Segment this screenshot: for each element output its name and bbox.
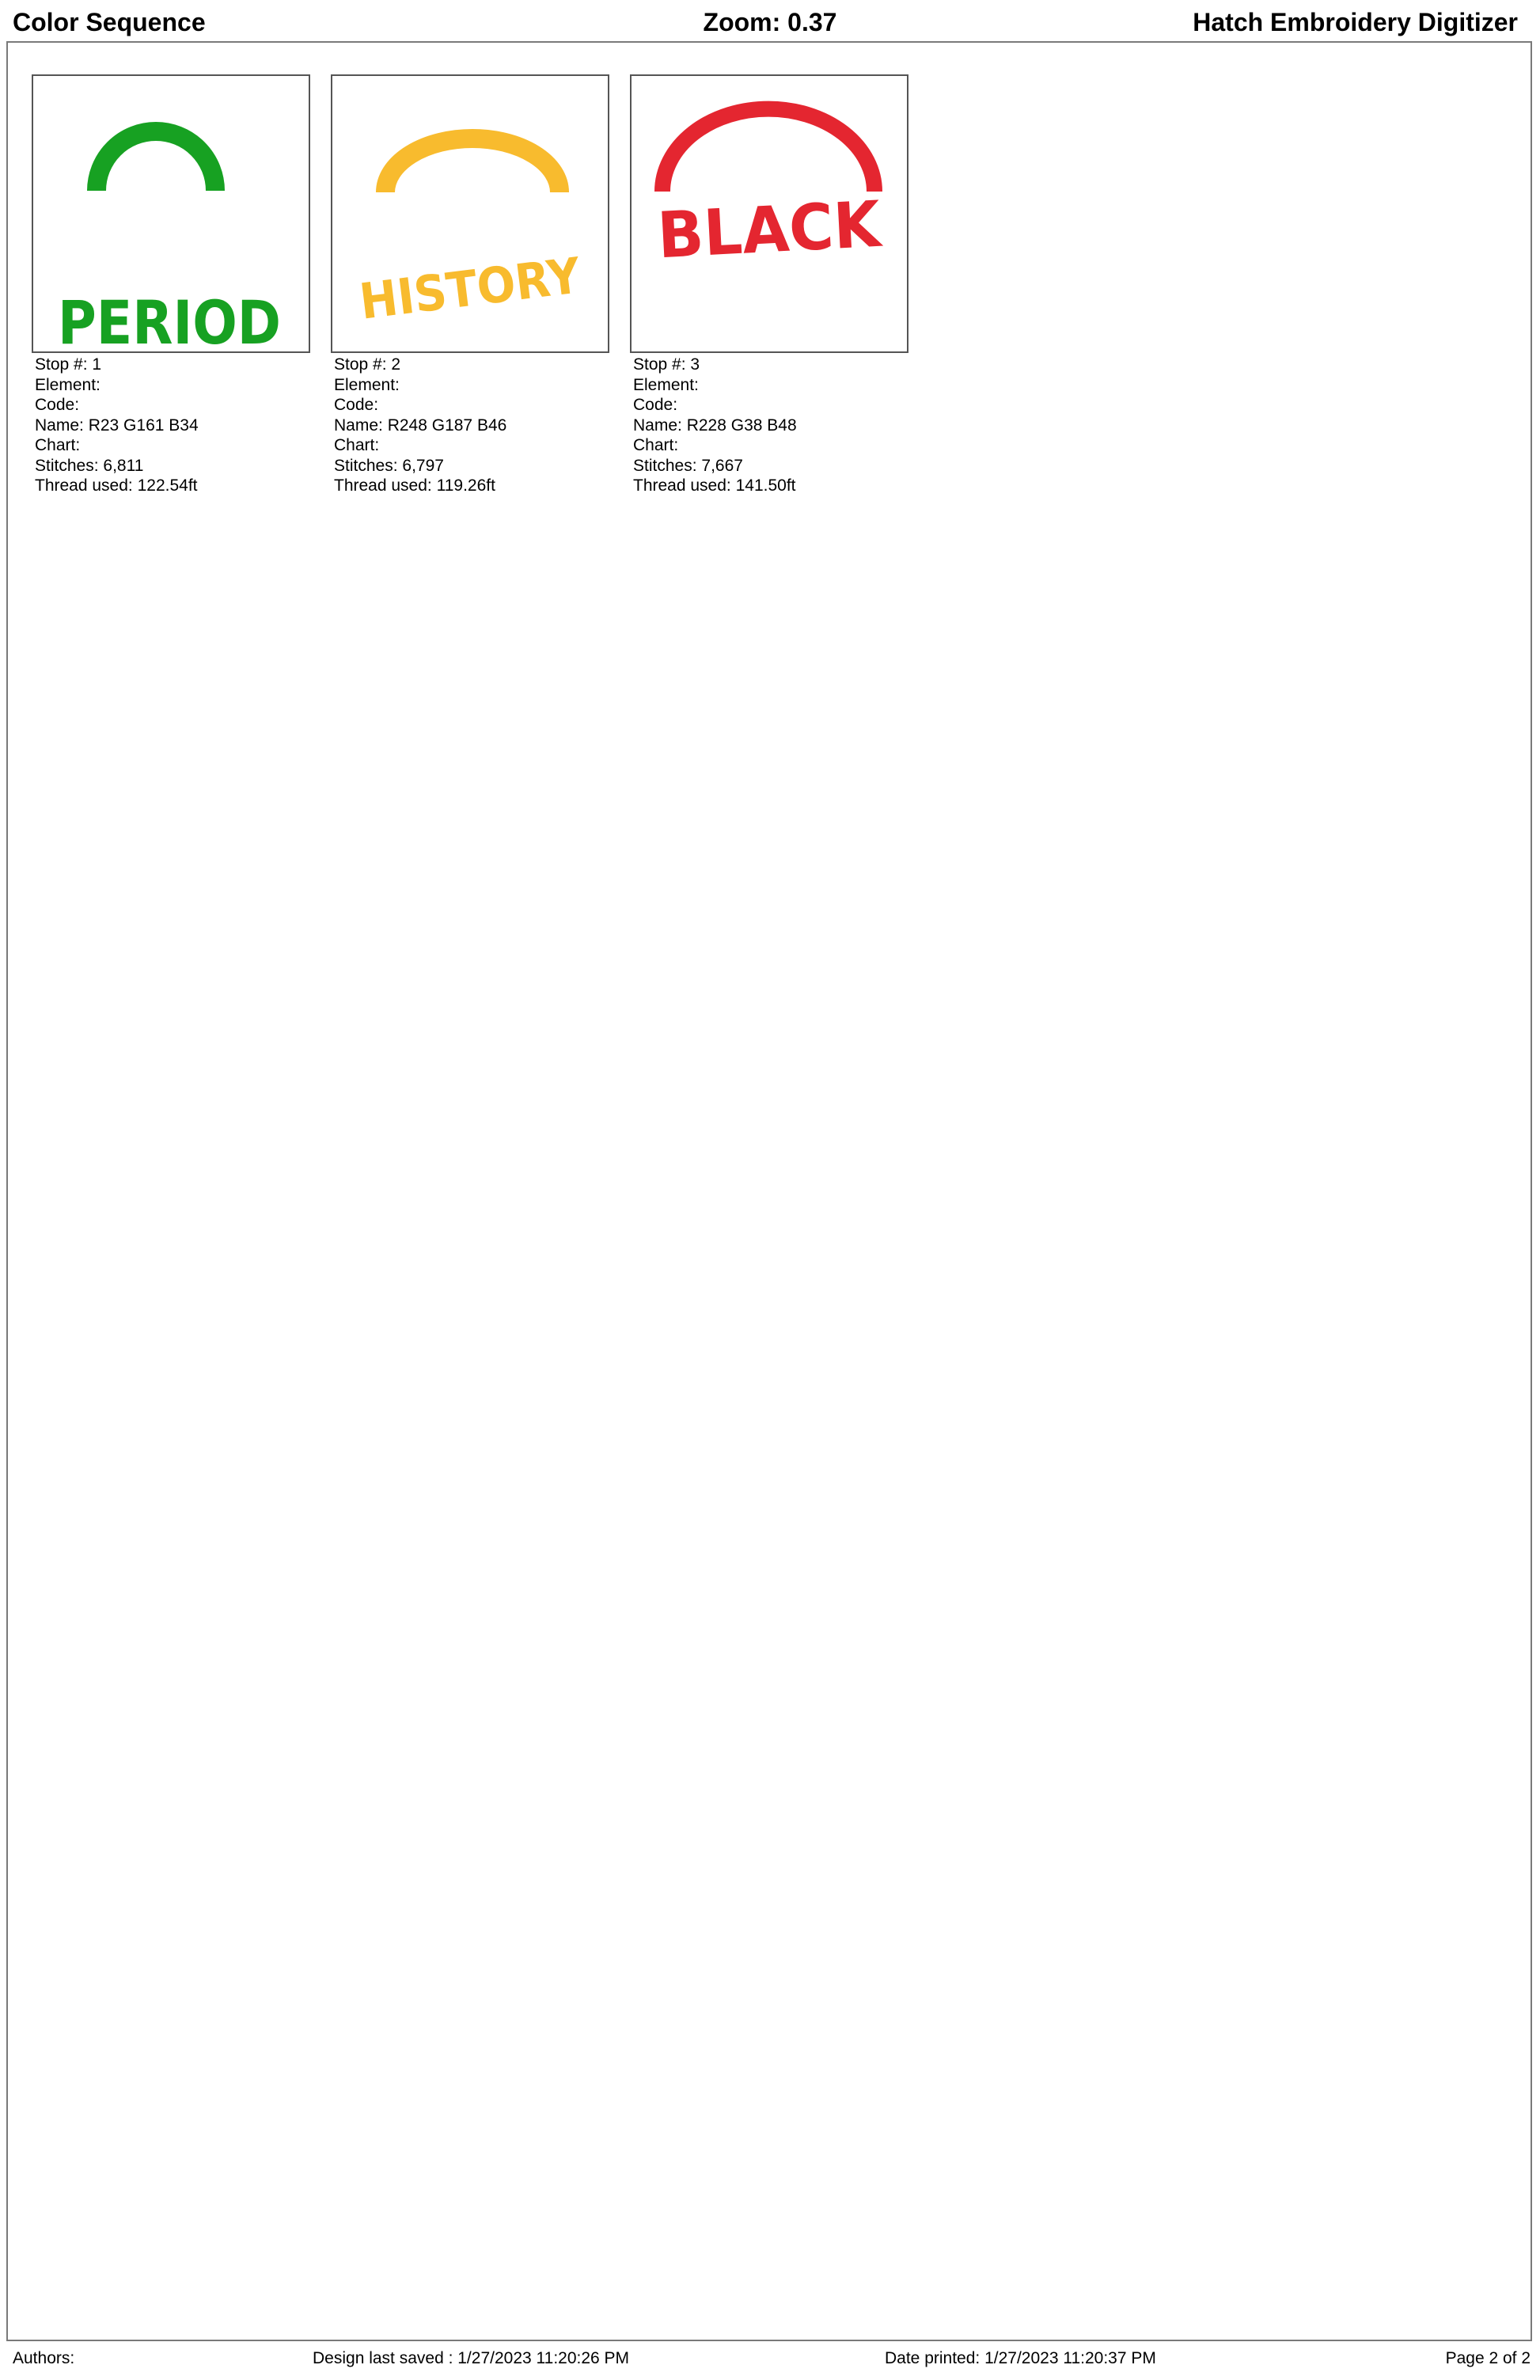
stop-1-preview[interactable]	[32, 74, 310, 353]
stop-label: Stop #:	[633, 355, 686, 374]
footer-page-number: Page 2 of 2	[1445, 2349, 1531, 2367]
element-label: Element:	[334, 375, 400, 394]
thread-label: Thread used:	[633, 476, 731, 495]
chart-label: Chart:	[633, 436, 679, 454]
stop-2-details	[331, 355, 608, 496]
chart-label: Chart:	[35, 436, 81, 454]
stop-1-design	[33, 76, 309, 351]
stop-number: 3	[690, 355, 700, 374]
color-stop-3	[630, 74, 907, 496]
embroidery-word: HISTORY	[356, 244, 602, 331]
stop-2-design	[332, 76, 608, 351]
element-label: Element:	[633, 375, 699, 394]
thread-label: Thread used:	[35, 476, 133, 495]
chart-label: Chart:	[334, 436, 380, 454]
stop-3-design	[632, 76, 907, 351]
code-label: Code:	[633, 396, 678, 414]
stop-label: Stop #:	[35, 355, 88, 374]
name-label: Name:	[334, 416, 383, 435]
arc-shape	[97, 131, 215, 191]
stitches-label: Stitches:	[334, 456, 398, 475]
thread-used: 141.50ft	[735, 476, 796, 495]
stitches-label: Stitches:	[35, 456, 99, 475]
code-label: Code:	[334, 396, 379, 414]
color-name: R228 G38 B48	[686, 416, 797, 435]
element-label: Element:	[35, 375, 101, 394]
color-stop-1	[32, 74, 309, 496]
thread-used: 119.26ft	[436, 476, 495, 495]
color-stop-2	[331, 74, 608, 496]
thread-label: Thread used:	[334, 476, 432, 495]
footer-authors: Authors:	[13, 2349, 75, 2367]
report-title: Color Sequence	[13, 8, 206, 36]
stop-label: Stop #:	[334, 355, 387, 374]
zoom-level: Zoom: 0.37	[703, 8, 837, 36]
stop-number: 1	[92, 355, 102, 374]
page-footer	[0, 2346, 1540, 2374]
arc-shape	[662, 109, 874, 192]
stitch-count: 7,667	[701, 456, 743, 475]
footer-design-saved: Design last saved : 1/27/2023 11:20:26 PM	[313, 2349, 630, 2367]
name-label: Name:	[633, 416, 682, 435]
thread-used: 122.54ft	[137, 476, 198, 495]
code-label: Code:	[35, 396, 80, 414]
arc-shape	[385, 139, 559, 192]
stop-3-details	[630, 355, 907, 496]
footer-date-printed: Date printed: 1/27/2023 11:20:37 PM	[885, 2349, 1156, 2367]
stitch-count: 6,811	[103, 456, 144, 475]
color-name: R248 G187 B46	[387, 416, 507, 435]
app-name: Hatch Embroidery Digitizer	[1193, 8, 1518, 36]
stop-2-preview[interactable]	[331, 74, 609, 353]
stitches-label: Stitches:	[633, 456, 697, 475]
stop-3-preview[interactable]	[630, 74, 908, 353]
embroidery-word: BLACK	[655, 187, 893, 273]
stop-1-details	[32, 355, 309, 496]
stitch-count: 6,797	[402, 456, 444, 475]
name-label: Name:	[35, 416, 84, 435]
embroidery-word: PERIOD	[58, 287, 281, 351]
stop-number: 2	[391, 355, 401, 374]
color-name: R23 G161 B34	[88, 416, 199, 435]
